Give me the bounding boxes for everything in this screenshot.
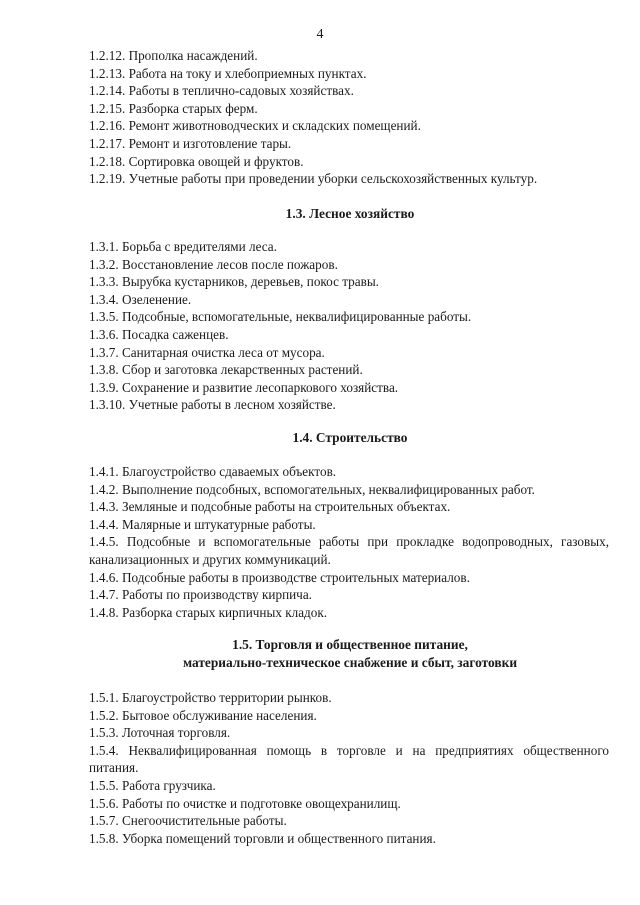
list-item: 1.5.6. Работы по очистке и подготовке овощехранилищ. [89, 795, 401, 811]
list-item: 1.2.18. Сортировка овощей и фруктов. [89, 153, 304, 169]
section-title: 1.4. Строительство [292, 430, 408, 445]
section-heading-1-5 [60, 636, 640, 672]
list-item: 1.5.3. Лоточная торговля. [89, 725, 231, 741]
list-item: 1.5.5. Работа грузчика. [89, 777, 216, 793]
list-item: 1.3.1. Борьба с вредителями леса. [89, 239, 277, 254]
section-heading-1-4 [60, 429, 640, 447]
list-item: 1.3.5. Подсобные, вспомогательные, неквалифицированные работы. [89, 309, 472, 325]
list-item: 1.2.14. Работы в теплично-садовых хозяйствах. [89, 83, 354, 99]
list-item: 1.2.15. Разборка старых ферм. [89, 100, 258, 116]
list-item: 1.4.5. Подсобные и вспомогательные работы при прокладке водопроводных, газовых, канализационных и других коммуникаций. [89, 534, 609, 567]
section-title-line-1: 1.5. Торговля и общественное питание, [232, 637, 468, 652]
list-item: 1.3.10. Учетные работы в лесном хозяйстве. [89, 397, 336, 413]
list-item: 1.4.7. Работы по производству кирпича. [89, 587, 312, 603]
list-item: 1.3.3. Вырубка кустарников, деревьев, покос травы. [89, 274, 379, 290]
page-number: 4 [316, 27, 324, 42]
section-heading-1-3 [60, 205, 640, 223]
list-1-2 [89, 47, 609, 188]
list-item: 1.5.8. Уборка помещений торговли и общественного питания. [89, 830, 436, 846]
list-item: 1.2.19. Учетные работы при проведении уборки сельскохозяйственных культур. [89, 171, 538, 187]
section-title: 1.3. Лесное хозяйство [285, 206, 415, 221]
list-item: 1.5.4. Неквалифицированная помощь в торговле и на предприятиях общественного питания. [89, 742, 609, 776]
list-item: 1.5.2. Бытовое обслуживание населения. [89, 707, 317, 723]
list-item: 1.5.1. Благоустройство территории рынков. [89, 690, 332, 705]
list-item: 1.5.7. Снегоочистительные работы. [89, 813, 287, 829]
list-item: 1.4.2. Выполнение подсобных, вспомогательных, неквалифицированных работ. [89, 481, 535, 497]
list-item: 1.3.8. Сбор и заготовка лекарственных растений. [89, 362, 363, 378]
list-item: 1.4.3. Земляные и подсобные работы на строительных объектах. [89, 499, 451, 515]
list-item: 1.3.4. Озеленение. [89, 291, 192, 307]
list-1-3 [89, 238, 609, 414]
list-item: 1.3.2. Восстановление лесов после пожаров. [89, 256, 338, 272]
list-item: 1.4.4. Малярные и штукатурные работы. [89, 516, 316, 532]
list-item: 1.4.1. Благоустройство сдаваемых объектов. [89, 464, 337, 479]
list-item: 1.2.12. Прополка насаждений. [89, 48, 258, 63]
section-title-line-2: материально-техническое снабжение и сбыт, заготовки [182, 655, 518, 670]
list-item: 1.3.9. Сохранение и развитие лесопаркового хозяйства. [89, 379, 399, 395]
list-item: 1.3.6. Посадка саженцев. [89, 326, 229, 342]
list-1-5 [89, 689, 609, 847]
list-item: 1.2.17. Ремонт и изготовление тары. [89, 135, 292, 151]
list-1-4 [89, 463, 609, 621]
list-item: 1.4.8. Разборка старых кирпичных кладок. [89, 604, 328, 620]
list-item: 1.2.16. Ремонт животноводческих и складских помещений. [89, 118, 421, 134]
list-item: 1.3.7. Санитарная очистка леса от мусора. [89, 344, 325, 360]
list-item: 1.4.6. Подсобные работы в производстве строительных материалов. [89, 569, 470, 585]
list-item: 1.2.13. Работа на току и хлебоприемных пунктах. [89, 65, 367, 81]
